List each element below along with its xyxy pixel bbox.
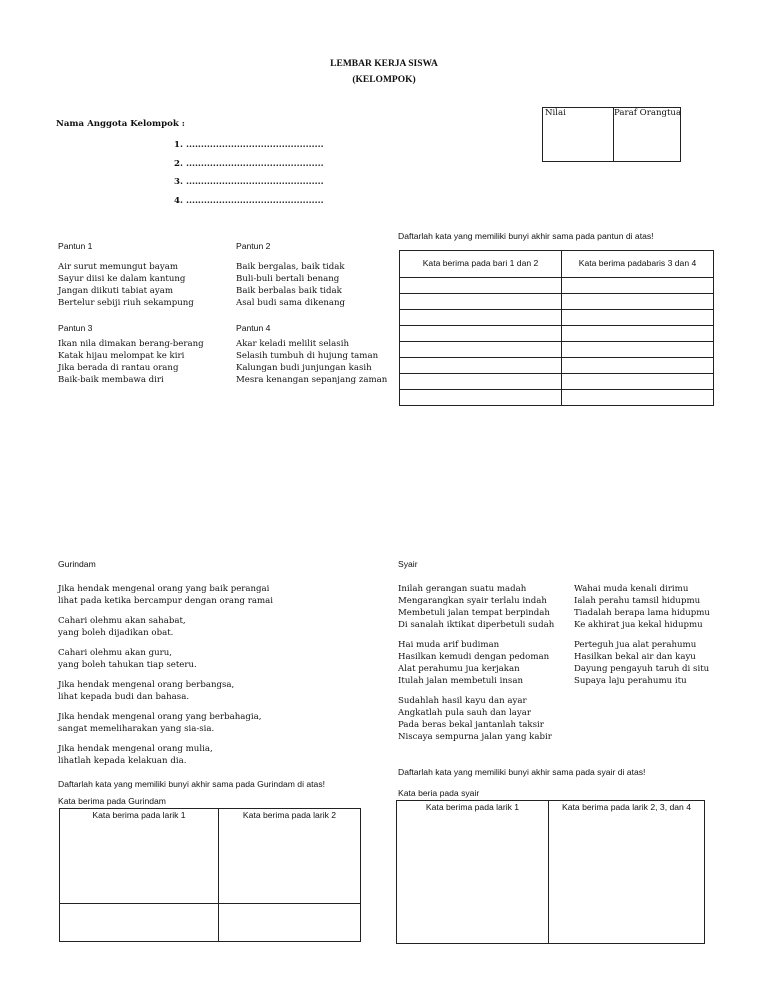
answer-cell[interactable] bbox=[562, 342, 714, 358]
worksheet-subtitle: (KELOMPOK) bbox=[352, 75, 416, 85]
syair-table-caption: Kata beria pada syair bbox=[398, 788, 480, 798]
nilai-box bbox=[542, 107, 614, 162]
syair-line: Supaya laju perahumu itu bbox=[574, 676, 687, 686]
member-line-2: 2. .............................................. bbox=[174, 158, 324, 169]
gurindam-line: yang boleh dijadikan obat. bbox=[58, 628, 174, 638]
pantun-3-title: Pantun 3 bbox=[58, 323, 93, 333]
pantun-line: Ikan nila dimakan berang-berang bbox=[58, 339, 204, 349]
gurindam-line: lihat kepada budi dan bahasa. bbox=[58, 692, 190, 702]
syair-line: Niscaya sempurna jalan yang kabir bbox=[398, 732, 552, 742]
answer-cell[interactable] bbox=[400, 294, 562, 310]
syair-answer-table bbox=[396, 800, 705, 944]
pantun-2-lines bbox=[236, 262, 345, 309]
gurindam-col-1-header[interactable]: Kata berima pada larik 1 bbox=[60, 809, 219, 904]
syair-line: Itulah jalan membetuli insan bbox=[398, 676, 523, 686]
answer-cell[interactable] bbox=[562, 310, 714, 326]
gurindam-text bbox=[58, 583, 273, 767]
syair-line: Hasilkan bekal air dan kayu bbox=[574, 652, 696, 662]
pantun-line: Kalungan budi junjungan kasih bbox=[236, 362, 372, 373]
answer-cell[interactable] bbox=[60, 904, 219, 942]
paraf-label: Paraf Orangtua bbox=[614, 108, 682, 118]
pantun-answer-table bbox=[399, 250, 714, 406]
answer-cell[interactable] bbox=[562, 358, 714, 374]
syair-line: Wahai muda kenali dirimu bbox=[574, 584, 689, 594]
syair-line: Perteguh jua alat perahumu bbox=[574, 640, 697, 650]
pantun-line: Baik-baik membawa diri bbox=[58, 374, 164, 385]
pantun-col-2-header: Kata berima padabaris 3 dan 4 bbox=[562, 251, 714, 278]
syair-line: Inilah gerangan suatu madah bbox=[398, 584, 527, 594]
pantun-line: Baik bergalas, baik tidak bbox=[236, 262, 345, 272]
members-list bbox=[174, 136, 324, 210]
syair-col-2-header[interactable]: Kata berima pada larik 2, 3, dan 4 bbox=[549, 801, 705, 944]
nilai-label: Nilai bbox=[545, 108, 566, 118]
gurindam-col-2-header[interactable]: Kata berima pada larik 2 bbox=[219, 809, 361, 904]
syair-line: Angkatlah pula sauh dan layar bbox=[398, 708, 531, 718]
syair-line: Hasilkan kemudi dengan pedoman bbox=[398, 652, 550, 662]
member-line-3: 3. .............................................. bbox=[174, 177, 324, 187]
answer-cell[interactable] bbox=[400, 358, 562, 374]
syair-left-text bbox=[398, 583, 554, 743]
answer-cell[interactable] bbox=[400, 374, 562, 390]
answer-cell[interactable] bbox=[400, 342, 562, 358]
pantun-line: Jika berada di rantau orang bbox=[58, 362, 179, 373]
syair-line: Hai muda arif budiman bbox=[398, 640, 500, 650]
answer-cell[interactable] bbox=[400, 310, 562, 326]
pantun-line: Selasih tumbuh di hujung taman bbox=[236, 350, 379, 361]
pantun-line: Buli-buli bertali benang bbox=[236, 273, 340, 284]
member-line-4: 4. .............................................. bbox=[174, 195, 324, 206]
answer-cell[interactable] bbox=[562, 390, 714, 406]
syair-right-text bbox=[574, 583, 710, 687]
gurindam-line: Jika hendak mengenal orang yang baik perangai bbox=[58, 584, 270, 594]
pantun-line: Mesra kenangan sepanjang zaman bbox=[236, 374, 388, 385]
paraf-box bbox=[612, 107, 681, 162]
syair-line: Di sanalah iktikat diperbetuli sudah bbox=[398, 620, 555, 630]
pantun-col-1-header: Kata berima pada bari 1 dan 2 bbox=[400, 251, 562, 278]
pantun-4-lines bbox=[236, 339, 387, 386]
syair-line: Sudahlah hasil kayu dan ayar bbox=[398, 696, 527, 706]
pantun-line: Air surut memungut bayam bbox=[58, 262, 178, 272]
pantun-3-lines bbox=[58, 339, 204, 386]
pantun-4-title: Pantun 4 bbox=[236, 323, 271, 333]
pantun-line: Jangan diikuti tabiat ayam bbox=[58, 285, 174, 296]
answer-cell[interactable] bbox=[562, 374, 714, 390]
pantun-2-title: Pantun 2 bbox=[236, 241, 271, 251]
pantun-line: Baik berbalas baik tidak bbox=[236, 285, 342, 296]
gurindam-line: Cahari olehmu akan guru, bbox=[58, 648, 173, 658]
worksheet-title: LEMBAR KERJA SISWA bbox=[330, 59, 438, 69]
pantun-instruction: Daftarlah kata yang memiliki bunyi akhir sama pada pantun di atas! bbox=[398, 231, 654, 241]
syair-line: Ialah perahu tamsil hidupmu bbox=[574, 596, 701, 606]
syair-line: Tiadalah berapa lama hidupmu bbox=[574, 608, 710, 618]
gurindam-line: Jika hendak mengenal orang mulia, bbox=[58, 744, 213, 754]
pantun-line: Asal budi sama dikenang bbox=[236, 297, 346, 308]
pantun-1-lines bbox=[58, 262, 194, 309]
gurindam-line: Jika hendak mengenal orang yang berbahagia, bbox=[58, 712, 262, 722]
member-line-1: 1. .............................................. bbox=[174, 140, 324, 150]
syair-line: Pada beras bekal jantanlah taksir bbox=[398, 720, 544, 730]
syair-line: Ke akhirat jua kekal hidupmu bbox=[574, 620, 703, 630]
answer-cell[interactable] bbox=[400, 278, 562, 294]
pantun-line: Bertelur sebiji riuh sekampung bbox=[58, 297, 194, 308]
gurindam-line: Cahari olehmu akan sahabat, bbox=[58, 616, 186, 626]
syair-title: Syair bbox=[398, 559, 418, 569]
syair-line: Mengarangkan syair terlalu indah bbox=[398, 596, 547, 606]
syair-line: Dayung pengayuh taruh di situ bbox=[574, 664, 710, 674]
answer-cell[interactable] bbox=[400, 390, 562, 406]
gurindam-instruction: Daftarlah kata yang memiliki bunyi akhir sama pada Gurindam di atas! bbox=[58, 779, 326, 789]
gurindam-line: yang boleh tahukan tiap seteru. bbox=[58, 660, 197, 670]
gurindam-table-caption: Kata berima pada Gurindam bbox=[58, 796, 166, 806]
pantun-1-title: Pantun 1 bbox=[58, 241, 93, 251]
answer-cell[interactable] bbox=[562, 326, 714, 342]
answer-cell[interactable] bbox=[562, 294, 714, 310]
answer-cell[interactable] bbox=[219, 904, 361, 942]
gurindam-line: sangat memeliharakan yang sia-sia. bbox=[58, 724, 215, 734]
gurindam-answer-table bbox=[59, 808, 361, 942]
gurindam-line: Jika hendak mengenal orang berbangsa, bbox=[58, 680, 235, 690]
syair-line: Alat perahumu jua kerjakan bbox=[398, 664, 520, 674]
answer-cell[interactable] bbox=[562, 278, 714, 294]
gurindam-line: lihatlah kepada kelakuan dia. bbox=[58, 756, 187, 766]
pantun-line: Katak hijau melompat ke kiri bbox=[58, 350, 185, 361]
syair-instruction: Daftarlah kata yang memiliki bunyi akhir sama pada syair di atas! bbox=[398, 767, 646, 777]
members-label: Nama Anggota Kelompok : bbox=[56, 119, 185, 129]
syair-line: Membetuli jalan tempat berpindah bbox=[398, 608, 550, 618]
pantun-line: Akar keladi melilit selasih bbox=[236, 339, 349, 349]
gurindam-line: lihat pada ketika bercampur dengan orang ramai bbox=[58, 596, 273, 606]
syair-col-1-header[interactable]: Kata berima pada larik 1 bbox=[397, 801, 549, 944]
gurindam-title: Gurindam bbox=[58, 559, 96, 569]
pantun-line: Sayur diisi ke dalam kantung bbox=[58, 273, 186, 284]
answer-cell[interactable] bbox=[400, 326, 562, 342]
